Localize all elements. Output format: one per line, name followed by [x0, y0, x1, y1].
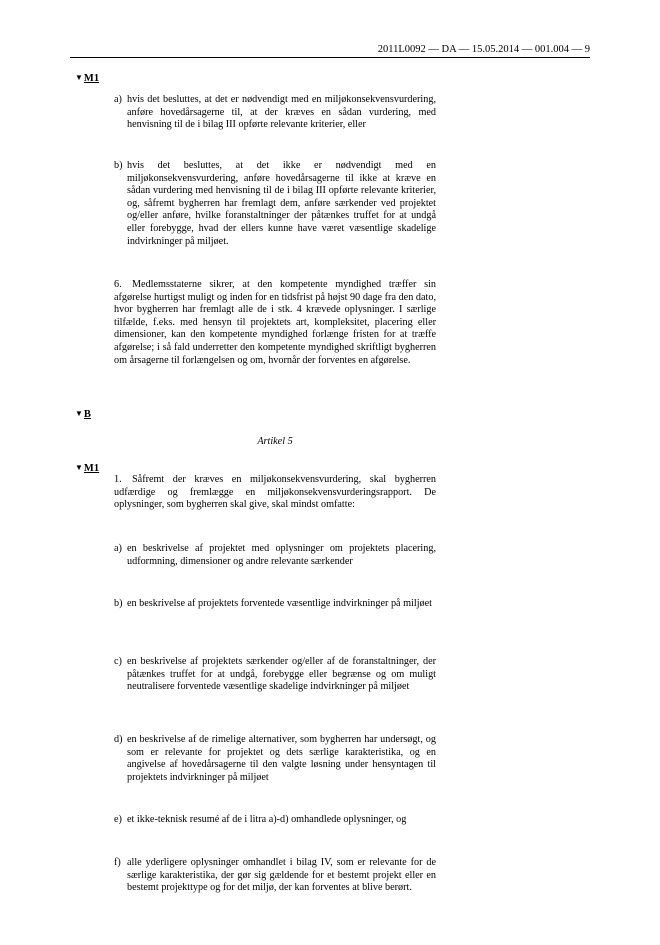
article-title: Artikel 5: [257, 436, 293, 447]
item-label: b): [114, 598, 123, 609]
paragraph-number: 1.: [114, 474, 122, 485]
paragraph-text: Såfremt der kræves en miljøkonsekvensvurdering, skal bygherren udfærdige og fremlægge en miljøkonsekvensvurderingsrapport. De oplysninger, som bygherren skal give, skal mindst omfatte:: [114, 474, 436, 511]
art5-item-d: [114, 734, 436, 784]
marker-code: B: [83, 409, 91, 420]
amendment-marker-m1: [75, 72, 99, 86]
item-label: f): [114, 857, 121, 868]
document-reference: 2011L0092 — DA — 15.05.2014 — 001.004 — 9: [377, 44, 590, 55]
triangle-down-icon: ▼: [75, 463, 83, 472]
item-label: e): [114, 814, 122, 825]
art5-paragraph-1: [114, 474, 436, 512]
item-text: et ikke-teknisk resumé af de i litra a)-d) omhandlede oplysninger, og: [127, 814, 407, 825]
item-label: d): [114, 734, 123, 745]
item-text: hvis det besluttes, at det er nødvendigt med en miljøkonsekvensvurdering, anføre hovedårsagerne til, at der kræves en sådan vurdering, med henvisning til de i bilag III opførte relevante kriterier, eller: [127, 94, 436, 131]
triangle-down-icon: ▼: [75, 409, 83, 418]
marker-code: M1: [83, 73, 100, 84]
item-label: c): [114, 656, 122, 667]
item-label: a): [114, 543, 122, 554]
amendment-marker-m1: [75, 462, 99, 476]
marker-code: M1: [83, 463, 100, 474]
art4-item-a: [114, 94, 436, 132]
item-text: en beskrivelse af projektets forventede væsentlige indvirkninger på miljøet: [127, 598, 432, 609]
art5-item-a: [114, 543, 436, 568]
art4-paragraph-6: [114, 279, 436, 367]
item-label: b): [114, 160, 123, 171]
art5-item-b: [114, 598, 436, 611]
art5-item-c: [114, 656, 436, 694]
amendment-marker-b: [75, 408, 91, 422]
triangle-down-icon: ▼: [75, 73, 83, 82]
item-text: en beskrivelse af projektets særkender og/eller af de foranstaltninger, der påtænkes truffet for at undgå, forebygge eller begrænse og om muligt neutralisere forventede væsentlige skadelige indvirkninger på miljøet: [127, 656, 436, 693]
paragraph-number: 6.: [114, 279, 122, 290]
art4-item-b: [114, 160, 436, 248]
item-label: a): [114, 94, 122, 105]
art5-item-f: [114, 857, 436, 895]
item-text: alle yderligere oplysninger omhandlet i bilag IV, som er relevante for de særlige karakteristika, der gør sig gældende for et bestemt projekt eller en bestemt projekttype og for det miljø, der kan forventes at blive berørt.: [127, 857, 436, 894]
header-rule: [70, 57, 590, 58]
paragraph-text: Medlemsstaterne sikrer, at den kompetente myndighed træffer sin afgørelse hurtigst muligt og inden for en tidsfrist på højst 90 dage fra den dato, hvor bygherren har fremlagt alle de i stk. 4 krævede oplysninger. I særlige tilfælde, f.eks. med hensyn til projektets art, kompleksitet, placering eller dimensioner, kan den kompetente myndighed forlænge fristen for at træffe afgørelse; i så fald underretter den kompetente myndighed skriftligt bygherren om årsagerne til forlængelsen og om, hvornår der forventes en afgørelse.: [114, 279, 436, 366]
item-text: en beskrivelse af de rimelige alternativer, som bygherren har undersøgt, og som er relevante for projektet og dets særlige karakteristika, og en angivelse af hovedårsagerne til den valgte løsning under hensyntagen til projektets indvirkninger på miljøet: [127, 734, 436, 783]
art5-item-e: [114, 814, 436, 827]
item-text: hvis det besluttes, at det ikke er nødvendigt med en miljøkonsekvensvurdering, anføre hovedårsagerne til ikke at kræve en sådan vurdering med henvisning til de i bilag III opførte relevante kriterier, og, såfremt bygherren har fremlagt dem, anføre særkender ved projektet og/eller anføre, hvilke foranstaltninger der påtænkes truffet for at undgå eller forebygge, hvad der ellers kunne have været væsentlige skadelige indvirkninger på miljøet.: [127, 160, 436, 247]
item-text: en beskrivelse af projektet med oplysninger om projektets placering, udformning, dimensioner og andre relevante særkender: [127, 543, 436, 567]
